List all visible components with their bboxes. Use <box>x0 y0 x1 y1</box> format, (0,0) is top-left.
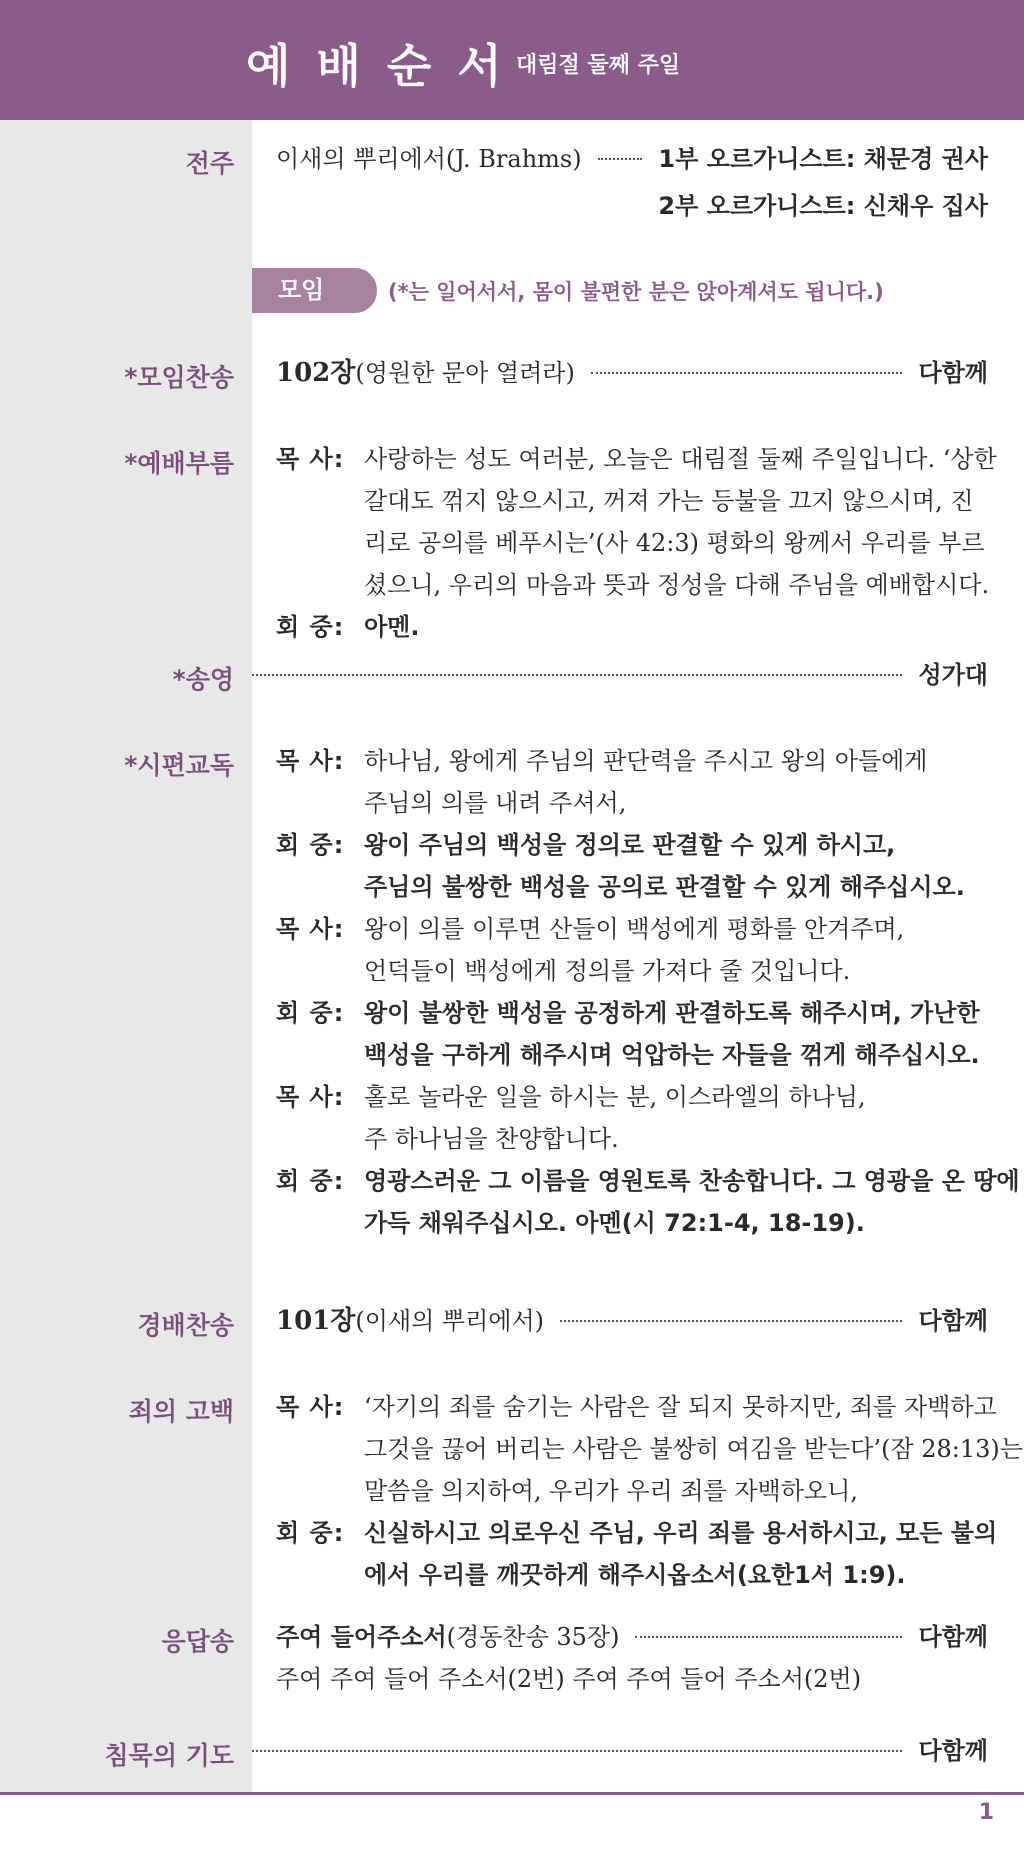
text-line: 왕이 주님의 백성을 정의로 판결할 수 있게 하시고, <box>364 831 896 859</box>
leader-dots <box>252 1750 902 1752</box>
opening-hymn-row <box>276 358 988 388</box>
text-line: 에서 우리를 깨끗하게 해주시옵소서(요한1서 1:9). <box>364 1561 906 1589</box>
text-line: 영광스러운 그 이름을 영원토록 찬송합니다. 그 영광을 온 땅에 <box>364 1167 1020 1195</box>
role-label: 목 사: <box>276 915 345 943</box>
prelude-row <box>276 144 988 174</box>
role-label: 목 사: <box>276 747 345 775</box>
section-badge: 모임 <box>252 268 377 313</box>
role-label: 회 중: <box>276 1519 345 1547</box>
prelude-piece: 이새의 뿌리에서(J. Brahms) <box>276 145 582 173</box>
organist-1: 1부 오르가니스트: 채문경 권사 <box>658 145 988 173</box>
organist-2: 2부 오르가니스트: 신채우 집사 <box>658 192 988 220</box>
opening-hymn-title: (영원한 문아 열려라) <box>355 359 575 387</box>
opening-hymn-number: 102장 <box>276 358 356 388</box>
worship-hymn-label: 경배찬송 <box>137 1311 234 1340</box>
response-song-ref: (경동찬송 35장) <box>446 1623 620 1651</box>
leader-dots <box>635 1636 902 1638</box>
psalm-block <box>276 740 1020 1244</box>
response-song-label: 응답송 <box>161 1627 234 1656</box>
role-label: 회 중: <box>276 999 345 1027</box>
silent-prayer-performer: 다함께 <box>918 1737 988 1765</box>
text-line: 갈대도 꺾지 않으시고, 꺼져 가는 등불을 끄지 않으시며, 진 <box>364 487 974 515</box>
text-line: 셨으니, 우리의 마음과 뜻과 정성을 다해 주님을 예배합시다. <box>364 571 990 599</box>
confession-label: 죄의 고백 <box>128 1397 234 1426</box>
text-line: 신실하시고 의로우신 주님, 우리 죄를 용서하시고, 모든 불의 <box>364 1519 998 1547</box>
response-song-title: 주여 들어주소서 <box>276 1623 447 1651</box>
text-line: 하나님, 왕에게 주님의 판단력을 주시고 왕의 아들에게 <box>364 747 928 775</box>
text-line: 주님의 의를 내려 주셔서, <box>364 789 627 817</box>
text-line: 왕이 의를 이루면 산들이 백성에게 평화를 안겨주며, <box>364 915 905 943</box>
role-label: 회 중: <box>276 831 345 859</box>
silent-prayer-label: 침묵의 기도 <box>104 1741 234 1770</box>
confession-block <box>276 1386 1023 1596</box>
doxology-label: *송영 <box>172 665 234 694</box>
worship-hymn-performer: 다함께 <box>918 1307 988 1335</box>
leader-dots <box>560 1320 902 1322</box>
role-label: 목 사: <box>276 1393 345 1421</box>
text-line: 아멘. <box>364 613 420 641</box>
text-line: 그것을 끊어 버리는 사람은 불쌍히 여김을 받는다’(잠 28:13)는 <box>364 1435 1023 1463</box>
page-number: 1 <box>978 1800 994 1825</box>
worship-hymn-row <box>276 1306 988 1336</box>
text-line: 언덕들이 백성에게 정의를 가져다 줄 것입니다. <box>364 957 851 985</box>
role-label: 목 사: <box>276 445 345 473</box>
opening-hymn-label: *모임찬송 <box>124 363 234 392</box>
text-line: 리로 공의를 베푸시는’(사 42:3) 평화의 왕께서 우리를 부르 <box>364 529 985 557</box>
text-line: 백성을 구하게 해주시며 억압하는 자들을 꺾게 해주십시오. <box>364 1041 980 1069</box>
worship-hymn-number: 101장 <box>276 1306 356 1336</box>
page-title: 예배순서 <box>246 39 528 93</box>
text-line: 사랑하는 성도 여러분, 오늘은 대림절 둘째 주일입니다. ‘상한 <box>364 445 997 473</box>
text-line: 왕이 불쌍한 백성을 공정하게 판결하도록 해주시며, 가난한 <box>364 999 980 1027</box>
response-song-performer: 다함께 <box>918 1623 988 1651</box>
role-label: 회 중: <box>276 1167 345 1195</box>
text-line: 주 하나님을 찬양합니다. <box>364 1125 619 1153</box>
role-label: 목 사: <box>276 1083 345 1111</box>
doxology-row <box>252 660 988 690</box>
silent-prayer-row <box>252 1736 988 1766</box>
leader-dots <box>252 674 902 676</box>
footer-rule <box>0 1792 1024 1795</box>
doxology-performer: 성가대 <box>918 661 988 689</box>
call-to-worship-block <box>276 438 996 648</box>
role-label: 회 중: <box>276 613 345 641</box>
text-line: 주님의 불쌍한 백성을 공의로 판결할 수 있게 해주십시오. <box>364 873 965 901</box>
text-line: 가득 채워주십시오. 아멘(시 72:1-4, 18-19). <box>364 1209 865 1237</box>
response-song-row <box>276 1622 988 1652</box>
congregation-line <box>276 606 996 648</box>
response-song-lyrics: 주여 주여 들어 주소서(2번) 주여 주여 들어 주소서(2번) <box>276 1665 862 1693</box>
prelude-label: 전주 <box>185 149 234 178</box>
text-line: 홀로 놀라운 일을 하시는 분, 이스라엘의 하나님, <box>364 1083 866 1111</box>
text-line: 말씀을 의지하여, 우리가 우리 죄를 자백하오니, <box>364 1477 858 1505</box>
leader-dots <box>591 372 903 374</box>
text-line: ‘자기의 죄를 숨기는 사람은 잘 되지 못하지만, 죄를 자백하고 <box>364 1393 997 1421</box>
leader-dots <box>598 158 643 160</box>
standing-note: (*는 일어서서, 몸이 불편한 분은 앉아계셔도 됩니다.) <box>388 280 884 304</box>
worship-hymn-title: (이새의 뿌리에서) <box>355 1307 545 1335</box>
header-banner <box>0 0 1024 120</box>
call-to-worship-label: *예배부름 <box>124 449 234 478</box>
page-subtitle: 대림절 둘째 주일 <box>516 53 681 78</box>
pastor-line <box>276 438 996 480</box>
psalm-label: *시편교독 <box>124 751 234 780</box>
opening-hymn-performer: 다함께 <box>918 359 988 387</box>
